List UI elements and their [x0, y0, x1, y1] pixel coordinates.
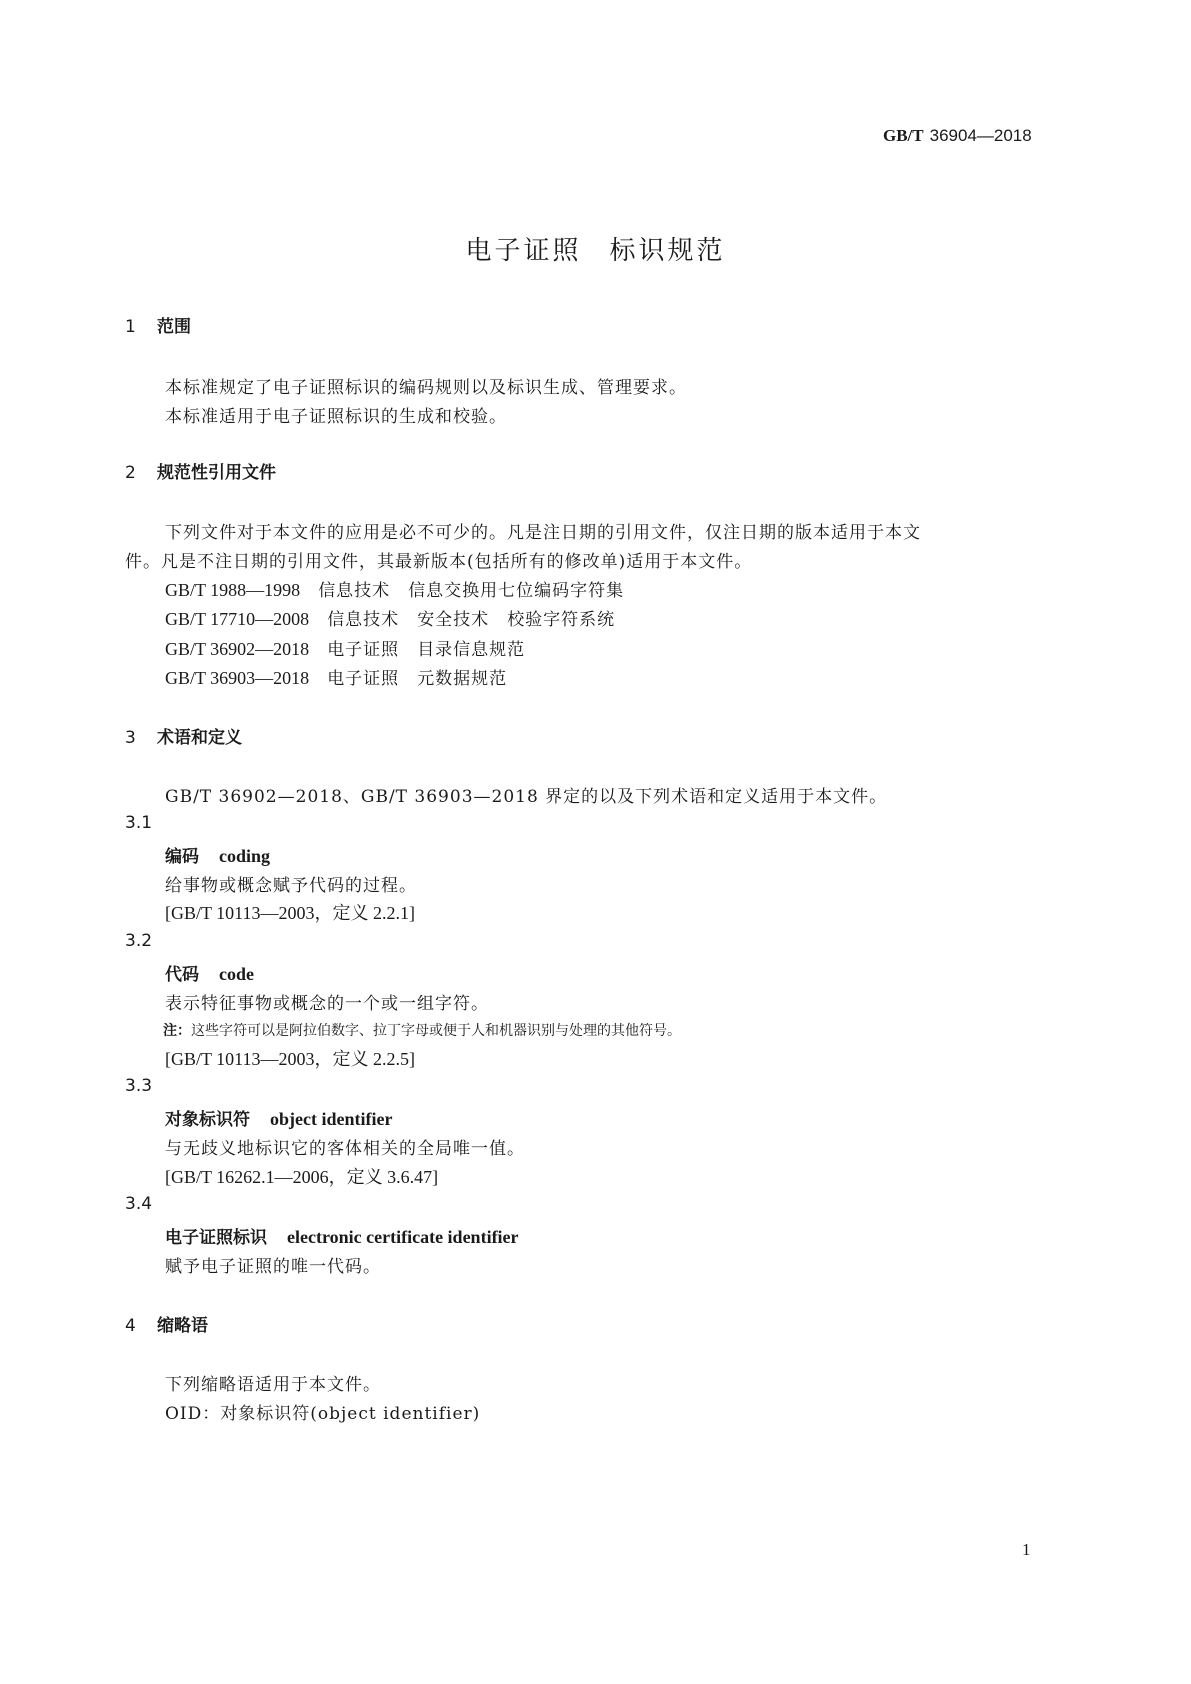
- paragraph: GB/T 36902—2018、GB/T 36903—2018 界定的以及下列术语和定义适用于本文件。: [165, 787, 888, 807]
- section-title: 缩略语: [157, 1316, 208, 1336]
- term-number: 3.3: [125, 1076, 153, 1096]
- reference-item: [165, 635, 525, 660]
- term-number: 3.1: [125, 813, 153, 833]
- reference-code: GB/T 36902—2018: [165, 639, 310, 659]
- term-heading: [165, 1105, 392, 1130]
- reference-title: 安全技术: [417, 610, 490, 630]
- term-definition: 赋予电子证照的唯一代码。: [165, 1257, 381, 1277]
- reference-title: 信息技术: [327, 610, 400, 630]
- term-note: [163, 1020, 681, 1040]
- reference-title: 电子证照: [327, 669, 400, 689]
- reference-item: [165, 605, 615, 630]
- term-definition: 与无歧义地标识它的客体相关的全局唯一值。: [165, 1139, 525, 1159]
- section-heading-2: [125, 458, 276, 483]
- title-part-2: 标识规范: [609, 236, 726, 266]
- note-text: 这些字符可以是阿拉伯数字、拉丁字母或便于人和机器识别与处理的其他符号。: [191, 1023, 681, 1039]
- section-title: 范围: [157, 317, 191, 337]
- term-heading: [165, 1223, 519, 1248]
- term-en: code: [219, 964, 254, 984]
- term-zh: 电子证照标识: [165, 1228, 267, 1248]
- abbreviation-item: OID：对象标识符(object identifier): [165, 1404, 481, 1424]
- reference-title: 元数据规范: [417, 669, 508, 689]
- term-zh: 对象标识符: [165, 1110, 250, 1130]
- term-number: 3.2: [125, 931, 153, 951]
- reference-code: GB/T 36903—2018: [165, 668, 310, 688]
- note-label: 注：: [163, 1023, 191, 1039]
- section-title: 规范性引用文件: [157, 463, 276, 483]
- paragraph: 本标准适用于电子证照标识的生成和校验。: [165, 407, 507, 427]
- section-heading-4: [125, 1311, 208, 1336]
- term-heading: [165, 960, 254, 985]
- reference-code: GB/T 1988—1998: [165, 580, 301, 600]
- term-en: electronic certificate identifier: [287, 1227, 519, 1247]
- term-zh: 代码: [165, 965, 199, 985]
- reference-item: [165, 576, 624, 601]
- term-source: [GB/T 10113—2003，定义 2.2.1]: [165, 903, 415, 923]
- term-definition: 给事物或概念赋予代码的过程。: [165, 876, 417, 896]
- term-number: 3.4: [125, 1194, 153, 1214]
- page-number: 1: [1022, 1540, 1031, 1559]
- reference-item: [165, 664, 507, 689]
- reference-title: 校验字符系统: [507, 610, 616, 630]
- reference-code: GB/T 17710—2008: [165, 609, 310, 629]
- term-heading: [165, 842, 270, 867]
- section-number: 4: [125, 1316, 136, 1336]
- term-source: [GB/T 16262.1—2006，定义 3.6.47]: [165, 1167, 439, 1187]
- term-en: coding: [219, 846, 271, 866]
- paragraph: 下列缩略语适用于本文件。: [165, 1375, 381, 1395]
- paragraph: 下列文件对于本文件的应用是必不可少的。凡是注日期的引用文件，仅注日期的版本适用于本文: [165, 523, 921, 543]
- document-title: [0, 230, 1191, 267]
- paragraph: 本标准规定了电子证照标识的编码规则以及标识生成、管理要求。: [165, 378, 687, 398]
- reference-title: 目录信息规范: [417, 640, 526, 660]
- standard-code: 36904—2018: [929, 126, 1032, 145]
- reference-title: 信息技术: [318, 581, 391, 601]
- section-title: 术语和定义: [157, 728, 242, 748]
- reference-title: 信息交换用七位编码字符集: [408, 581, 625, 601]
- section-heading-3: [125, 723, 242, 748]
- term-zh: 编码: [165, 847, 199, 867]
- standard-prefix: GB/T: [883, 126, 924, 145]
- term-en: object identifier: [270, 1109, 393, 1129]
- section-heading-1: [125, 312, 191, 337]
- section-number: 2: [125, 463, 136, 483]
- reference-title: 电子证照: [327, 640, 400, 660]
- section-number: 3: [125, 728, 136, 748]
- term-source: [GB/T 10113—2003，定义 2.2.5]: [165, 1049, 415, 1069]
- title-part-1: 电子证照: [465, 236, 582, 266]
- section-number: 1: [125, 317, 136, 337]
- paragraph: 件。凡是不注日期的引用文件，其最新版本(包括所有的修改单)适用于本文件。: [125, 552, 753, 572]
- term-definition: 表示特征事物或概念的一个或一组字符。: [165, 994, 489, 1014]
- standard-number: [883, 126, 1032, 146]
